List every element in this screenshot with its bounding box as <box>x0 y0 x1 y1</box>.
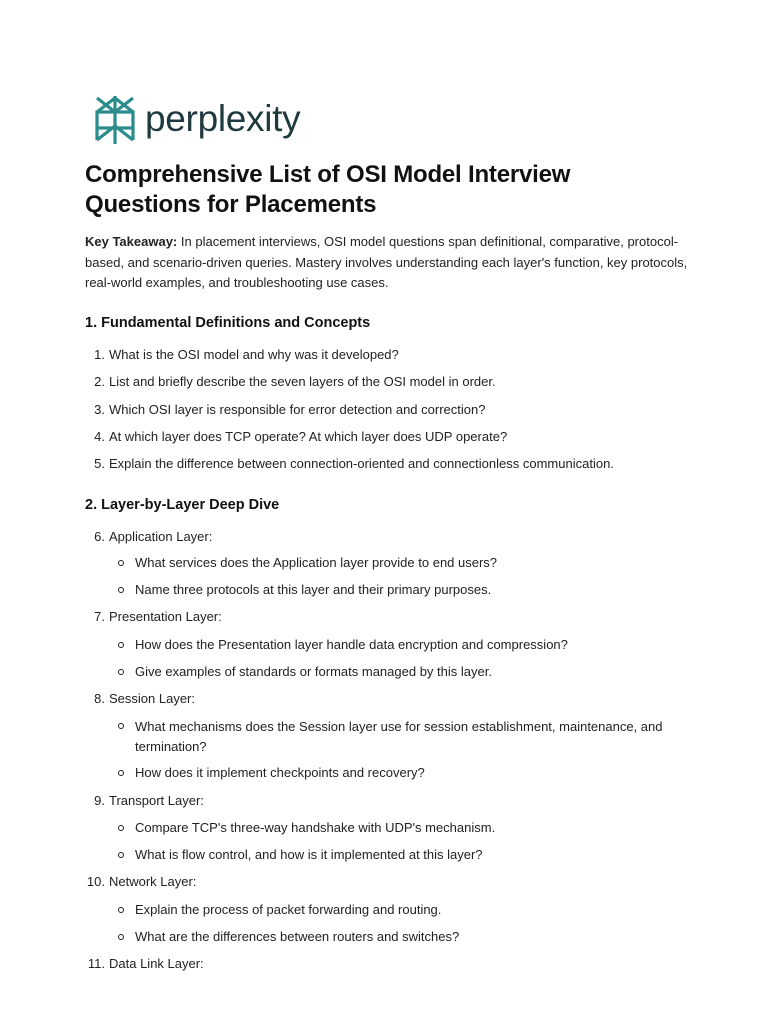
bullet-icon <box>118 587 124 593</box>
list-item-number: 6. <box>94 529 105 544</box>
list-item-number: 1. <box>94 347 105 362</box>
bullet-icon <box>118 825 124 831</box>
sub-list-item: What services does the Application layer provide to end users? <box>135 555 498 570</box>
list-item: At which layer does TCP operate? At which layer does UDP operate? <box>109 429 508 444</box>
key-takeaway-label: Key Takeaway: <box>85 234 178 249</box>
sub-list-item: Give examples of standards or formats managed by this layer. <box>135 664 492 679</box>
brand-wordmark: perplexity <box>145 97 301 139</box>
bullet-icon <box>118 907 124 913</box>
sub-list-item: Name three protocols at this layer and their primary purposes. <box>135 582 492 597</box>
bullet-icon <box>118 560 124 566</box>
list-item: Explain the difference between connection-oriented and connectionless communication. <box>109 456 614 471</box>
sub-list-item: Compare TCP's three-way handshake with UDP's mechanism. <box>135 820 496 835</box>
list-item-number: 7. <box>94 609 105 624</box>
list-item: Network Layer: <box>109 874 197 889</box>
sub-list-item: What mechanisms does the Session layer use for session establishment, maintenance, and termination? <box>135 719 663 754</box>
list-item-number: 4. <box>94 429 105 444</box>
key-takeaway <box>85 232 690 294</box>
list-item: Presentation Layer: <box>109 609 222 624</box>
sub-list-item: What are the differences between routers and switches? <box>135 929 460 944</box>
list-item: What is the OSI model and why was it developed? <box>109 347 399 362</box>
list-item: Session Layer: <box>109 691 195 706</box>
sub-list-item: How does the Presentation layer handle data encryption and compression? <box>135 637 568 652</box>
section-heading-fundamentals: 1. Fundamental Definitions and Concepts <box>85 315 371 331</box>
perplexity-logo <box>94 94 300 146</box>
list-item-number: 2. <box>94 374 105 389</box>
bullet-icon <box>118 642 124 648</box>
bullet-icon <box>118 723 124 729</box>
bullet-icon <box>118 669 124 675</box>
list-item-number: 3. <box>94 402 105 417</box>
section-heading-layer-deep-dive: 2. Layer-by-Layer Deep Dive <box>85 497 280 513</box>
sub-list-item: Explain the process of packet forwarding and routing. <box>135 902 442 917</box>
bullet-icon <box>118 770 124 776</box>
list-item-number: 11. <box>87 956 105 971</box>
list-item: List and briefly describe the seven layers of the OSI model in order. <box>109 374 496 389</box>
list-item-number: 9. <box>94 793 105 808</box>
sub-list-item: How does it implement checkpoints and recovery? <box>135 765 425 780</box>
sub-list-item: What is flow control, and how is it implemented at this layer? <box>135 847 483 862</box>
bullet-icon <box>118 934 124 940</box>
perplexity-logo-icon <box>94 94 136 146</box>
key-takeaway-text: In placement interviews, OSI model questions span definitional, comparative, protocol-based, and scenario-driven queries. Mastery involves understanding each layer's function, key protocols, real-world examples, and troubleshooting use cases. <box>85 234 688 290</box>
page-title: Comprehensive List of OSI Model Interview Questions for Placements <box>85 161 571 218</box>
list-item-number: 8. <box>94 691 105 706</box>
list-item-number: 5. <box>94 456 105 471</box>
list-item: Application Layer: <box>109 529 213 544</box>
list-item: Transport Layer: <box>109 793 204 808</box>
list-item: Data Link Layer: <box>109 956 204 971</box>
list-item-number: 10. <box>86 874 105 889</box>
list-item: Which OSI layer is responsible for error detection and correction? <box>109 402 486 417</box>
bullet-icon <box>118 852 124 858</box>
